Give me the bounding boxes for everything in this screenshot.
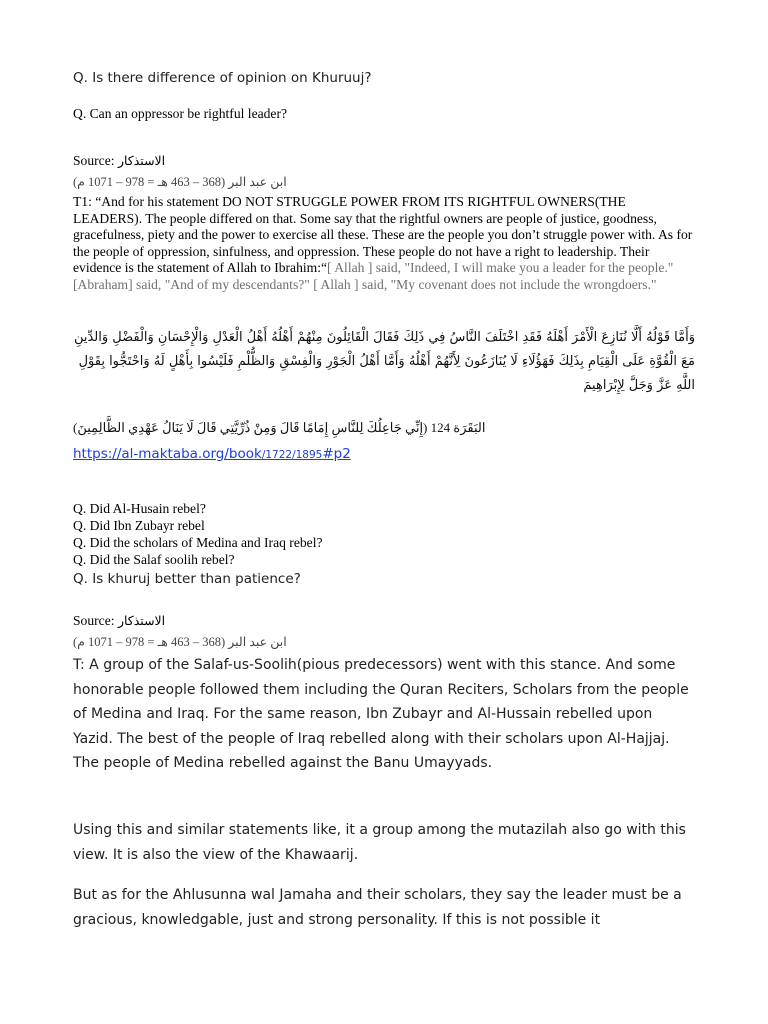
arabic-passage: وَأَمَّا قَوْلُهُ أَلَّا نُنَازِعَ الْأَمْرَ أَهْلَهُ فَقَدِ اخْتَلَفَ النَّاسُ فِي ذَلِكَ فَقَالَ الْقَائِلُونَ مِنْهُمْ أَهْلُهُ أَهْلُ الْعَدْلِ وَالْإِحْسَانِ وَالْفَضْلِ وَالدِّينِ مَعَ الْقُوَّةِ عَلَى الْقِيَامِ بِذَلِكَ فَهَؤُلَاءِ لَا يُنَازَعُونَ لِأَنَّهُمْ أَهْلُهُ وَأَمَّا أَهْلُ الْجَوْرِ وَالْفِسْقِ وَالظُّلْمِ فَلَيْسُوا بِأَهْلٍ لَهُ وَاحْتَجُّوا بِقَوْلِ اللَّهِ عَزَّ وَجَلَّ لِإِبْرَاهِيمَ bbox=[73, 330, 695, 393]
quran-translation-quote: [ Allah ] said, "Indeed, I will make you a leader for the people." [Abraham] said, "And of my descendants?" [ Allah ] said, "My covenant does not include the wrongdoers." bbox=[73, 260, 674, 292]
source-label: Source: bbox=[73, 613, 115, 628]
al-maktaba-link[interactable]: https://al-maktaba.org/book/1722/1895#p2 bbox=[73, 446, 351, 462]
paragraph-translation-t: T: A group of the Salaf-us-Soolih(pious predecessors) went with this stance. And some honorable people followed them including the Quran Reciters, Scholars from the people of Medina and Iraq. For the same reason, Ibn Zubayr and Al-Hussain rebelled upon Yazid. The best of the people of Iraq rebelled along with their scholars upon Al-Hajjaj. The people of Medina rebelled against the Banu Umayyads. bbox=[73, 657, 689, 772]
source-title-arabic: الاستذكار bbox=[117, 154, 166, 168]
source-title-arabic: الاستذكار bbox=[117, 614, 166, 628]
source-author-arabic: ابن عبد البر (368 – 463 هـ = 978 – 1071 م) bbox=[73, 635, 287, 649]
question-scholars-medina-iraq: Q. Did the scholars of Medina and Iraq rebel? bbox=[73, 535, 323, 550]
source-line-1 bbox=[73, 153, 695, 169]
source-line-2 bbox=[73, 613, 695, 629]
question-ibn-zubayr: Q. Did Ibn Zubayr rebel bbox=[73, 518, 205, 533]
quran-verse-citation: البَقَرَة 124 (إِنِّي جَاعِلُكَ لِلنَّاسِ إِمَامًا قَالَ وَمِنْ ذُرِّيَّتِي قَالَ لَا يَنَالُ عَهْدِي الظَّالِمِينَ) bbox=[73, 420, 486, 435]
question-khuruj-patience: Q. Is khuruj better than patience? bbox=[73, 571, 301, 587]
paragraph-mutazilah: Using this and similar statements like, it a group among the mutazilah also go with this view. It is also the view of the Khawaarij. bbox=[73, 822, 686, 863]
question-khuruuj-difference: Q. Is there difference of opinion on Khuruuj? bbox=[73, 70, 372, 86]
question-salaf-soolih: Q. Did the Salaf soolih rebel? bbox=[73, 552, 235, 567]
paragraph-ahlusunna: But as for the Ahlusunna wal Jamaha and their scholars, they say the leader must be a gracious, knowledgable, just and strong personality. If this is not possible it bbox=[73, 887, 682, 928]
source-link-row bbox=[73, 446, 695, 462]
translation-t1 bbox=[73, 194, 695, 294]
question-al-husain: Q. Did Al-Husain rebel? bbox=[73, 501, 206, 516]
translation-t1-text: T1: “And for his statement DO NOT STRUGGLE POWER FROM ITS RIGHTFUL OWNERS(THE LEADERS). The people differed on that. Some say that the rightful owners are people of justice, goodness, gracefulness, piety and the power to exercise all these. These are the people you don’t struggle power with. As for the people of oppression, sinfulness, and oppression. These people do not have a right to leadership. Their evidence is the statement of Allah to Ibrahim:“ bbox=[73, 194, 693, 276]
source-author-arabic: ابن عبد البر (368 – 463 هـ = 978 – 1071 م) bbox=[73, 175, 287, 189]
question-oppressor-leader: Q. Can an oppressor be rightful leader? bbox=[73, 106, 288, 121]
source-label: Source: bbox=[73, 153, 115, 168]
